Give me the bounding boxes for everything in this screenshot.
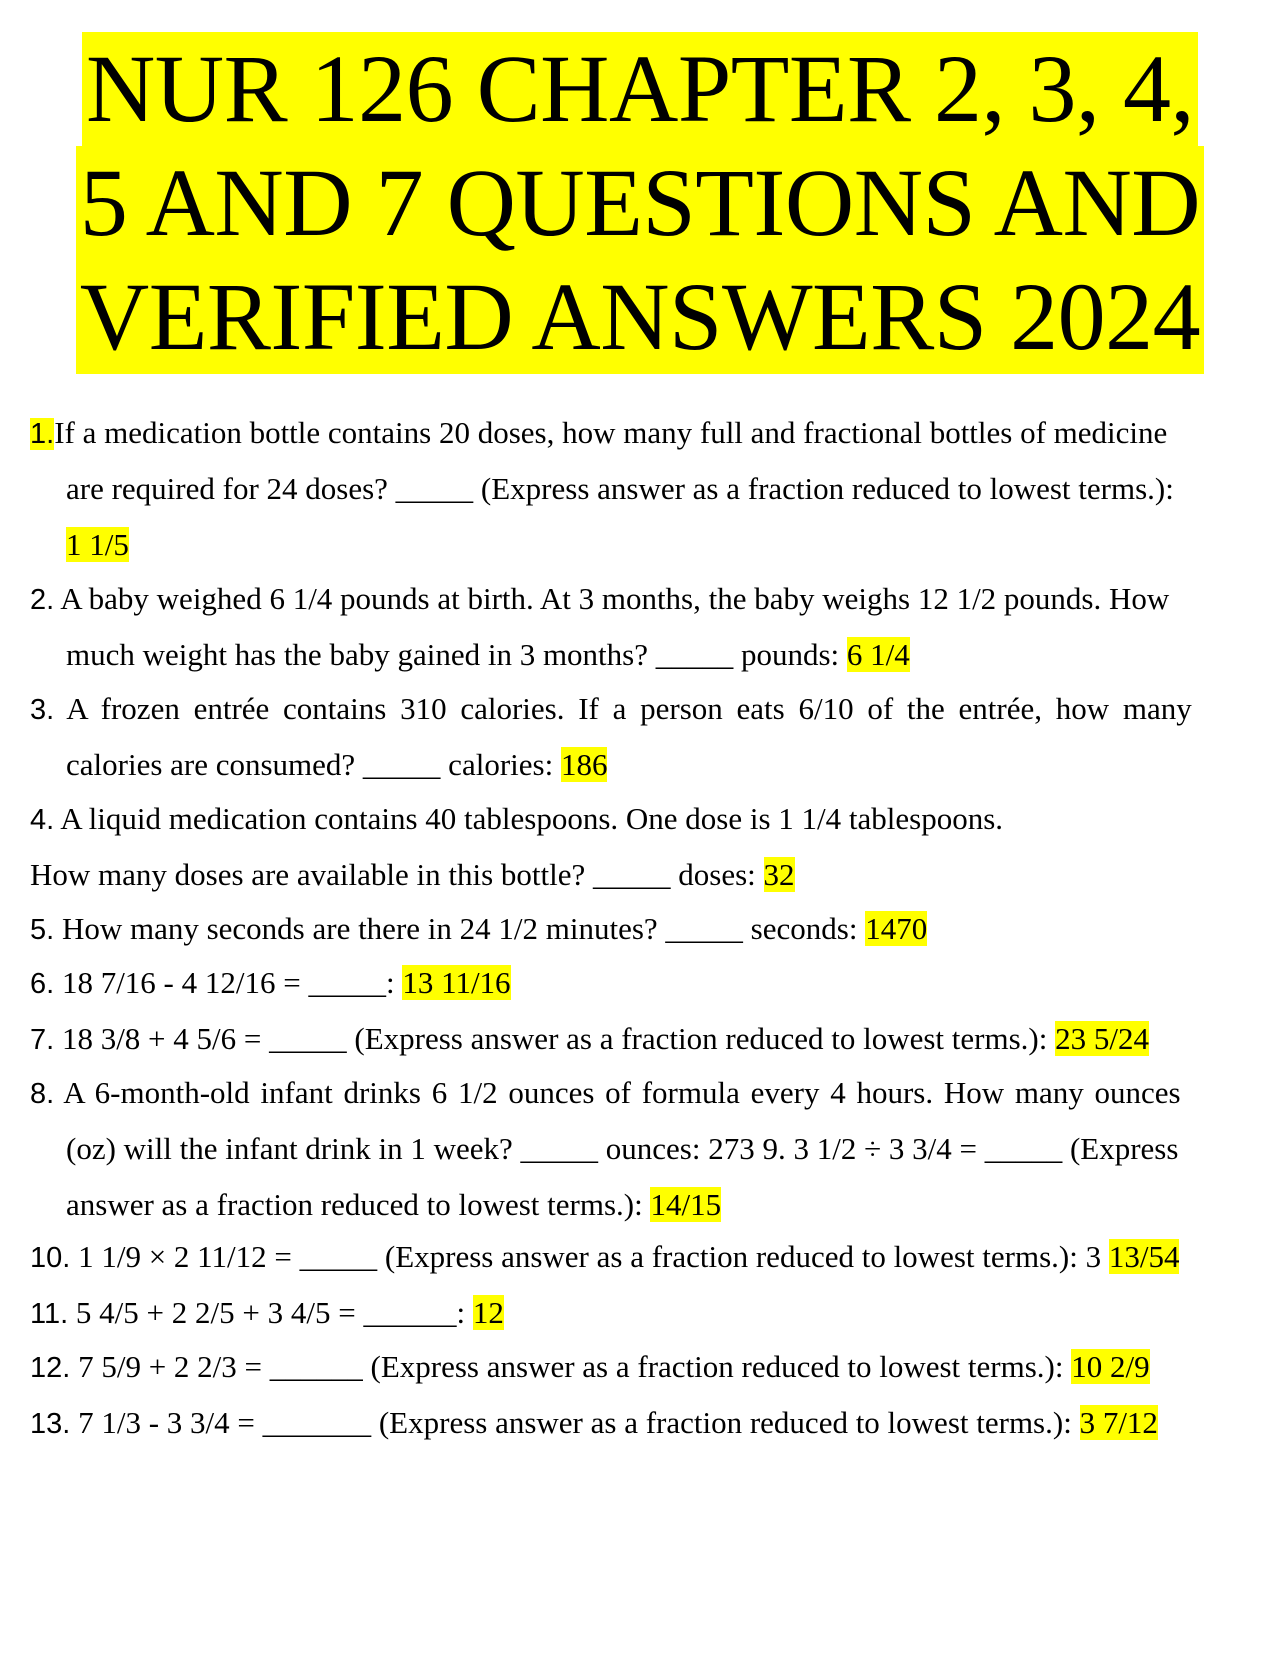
answer: 14/15: [650, 1187, 722, 1222]
answer: 1 1/5: [66, 527, 129, 562]
title-line-3: VERIFIED ANSWERS 2024: [76, 260, 1204, 374]
question-number: 13.: [30, 1408, 71, 1440]
answer: 23 5/24: [1055, 1021, 1149, 1056]
question-2: [30, 580, 1250, 672]
answer: 13/54: [1108, 1239, 1180, 1274]
question-13: [30, 1404, 1250, 1443]
answer: 10 2/9: [1071, 1349, 1150, 1384]
question-5: [30, 910, 1250, 949]
question-text: 7 1/3 - 3 3/4 = _______ (Express answer as a fraction reduced to lowest terms.):: [78, 1405, 1072, 1440]
question-text: A liquid medication contains 40 tablespoons. One dose is 1 1/4 tablespoons.: [60, 801, 1004, 836]
question-number: 11.: [30, 1298, 69, 1330]
question-number: 5.: [30, 914, 55, 946]
question-4: [30, 800, 1250, 892]
question-text-continued: (oz) will the infant drink in 1 week? _____ ounces: 273 9. 3 1/2 ÷ 3 3/4 = _____ (Express: [66, 1131, 1179, 1166]
question-11: [30, 1294, 1250, 1333]
question-6: [30, 964, 1250, 1003]
question-text: 7 5/9 + 2 2/3 = ______ (Express answer as a fraction reduced to lowest terms.):: [78, 1349, 1064, 1384]
question-number: 3.: [30, 694, 55, 726]
question-12: [30, 1348, 1250, 1387]
title-line-1: NUR 126 CHAPTER 2, 3, 4,: [82, 32, 1198, 146]
question-text: 18 3/8 + 4 5/6 = _____ (Express answer as a fraction reduced to lowest terms.):: [61, 1021, 1048, 1056]
question-text-continued: much weight has the baby gained in 3 months? _____ pounds:: [66, 637, 840, 672]
answer: 3 7/12: [1079, 1405, 1158, 1440]
question-8: [30, 1074, 1250, 1222]
document-title: [44, 32, 1236, 374]
question-7: [30, 1020, 1250, 1059]
question-number: 10.: [30, 1242, 71, 1274]
question-text-continued: calories are consumed? _____ calories:: [66, 747, 554, 782]
answer: 1470: [865, 911, 928, 946]
question-text-continued: are required for 24 doses? _____ (Express answer as a fraction reduced to lowest terms.):: [66, 471, 1174, 506]
question-text: 1 1/9 × 2 11/12 = _____ (Express answer as a fraction reduced to lowest terms.): 3: [78, 1239, 1102, 1274]
question-text-continued: How many doses are available in this bottle? _____ doses:: [30, 857, 756, 892]
question-text: 18 7/16 - 4 12/16 = _____:: [61, 965, 395, 1000]
question-text: A baby weighed 6 1/4 pounds at birth. At 3 months, the baby weighs 12 1/2 pounds. How: [60, 581, 1170, 616]
question-text: 5 4/5 + 2 2/5 + 3 4/5 = ______:: [75, 1295, 466, 1330]
answer: 186: [560, 747, 608, 782]
question-number: 8.: [30, 1078, 55, 1110]
answer: 12: [472, 1295, 504, 1330]
question-number: 6.: [30, 968, 55, 1000]
question-text-continued: answer as a fraction reduced to lowest terms.):: [66, 1187, 643, 1222]
question-text: If a medication bottle contains 20 doses, how many full and fractional bottles of medicine: [54, 415, 1168, 450]
answer: 6 1/4: [846, 637, 910, 672]
question-10: [30, 1238, 1250, 1277]
question-3: [30, 690, 1250, 782]
question-1: [30, 414, 1250, 562]
answer: 32: [763, 857, 795, 892]
question-number: 12.: [30, 1352, 71, 1384]
question-text: How many seconds are there in 24 1/2 minutes? _____ seconds:: [61, 911, 858, 946]
question-number: 4.: [30, 804, 55, 836]
title-line-2: 5 AND 7 QUESTIONS AND: [76, 146, 1204, 260]
question-text: A 6-month-old infant drinks 6 1/2 ounces of formula every 4 hours. How many ounces: [63, 1075, 1181, 1110]
question-number: 1.: [30, 418, 55, 450]
question-number: 2.: [30, 584, 55, 616]
answer: 13 11/16: [402, 965, 511, 1000]
question-number: 7.: [30, 1024, 55, 1056]
question-text: A frozen entrée contains 310 calories. If a person eats 6/10 of the entrée, how many: [66, 691, 1192, 726]
